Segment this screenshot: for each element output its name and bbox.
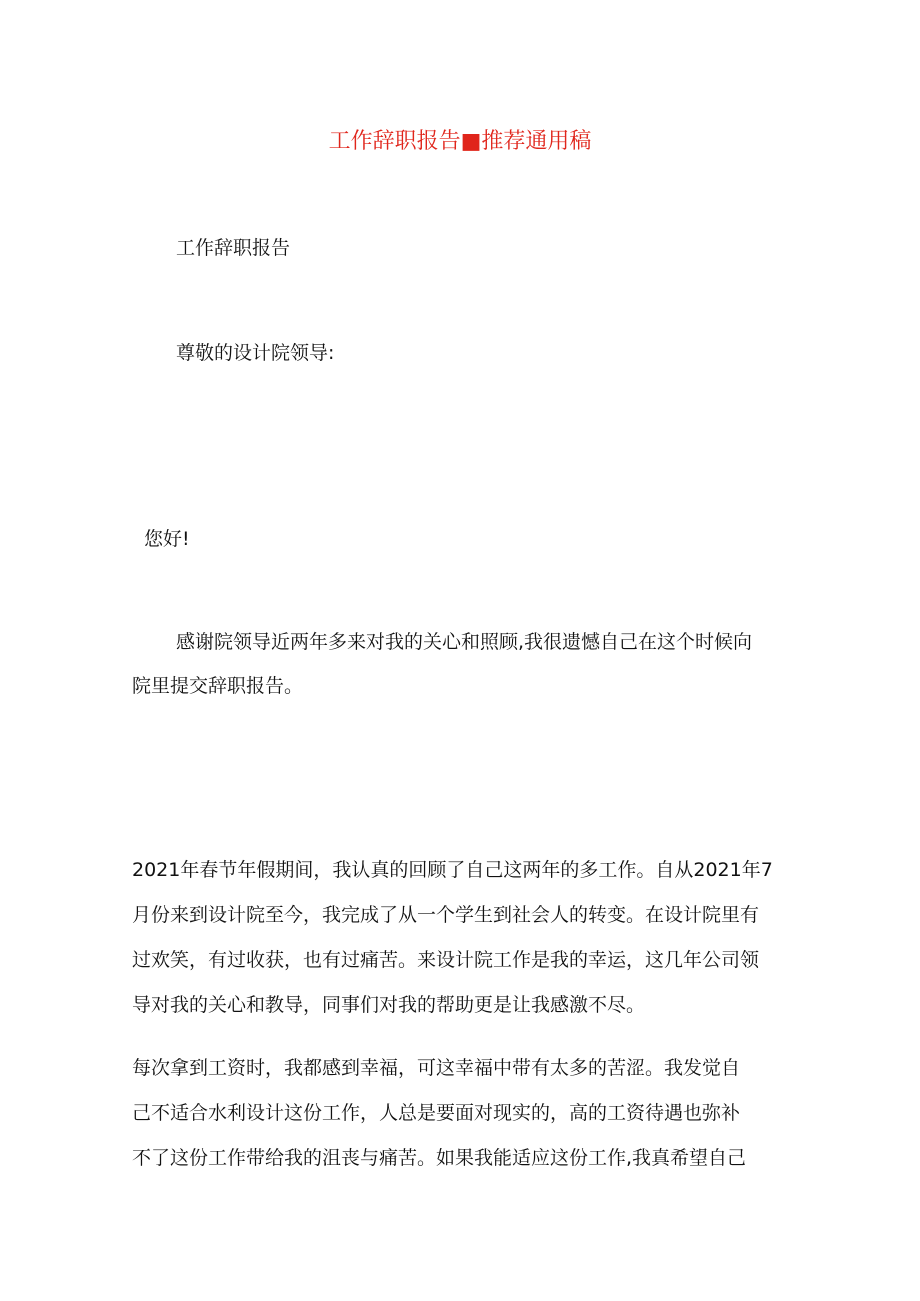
letter-heading: 工作辞职报告: [176, 237, 291, 259]
greeting: 您好!: [144, 528, 190, 550]
paragraph-line: 导对我的关心和教导，同事们对我的帮助更是让我感激不尽。: [132, 994, 646, 1016]
paragraph-line: 不了这份工作带给我的沮丧与痛苦。如果我能适应这份工作,我真希望自己: [132, 1147, 747, 1169]
paragraph-line: 己不适合水利设计这份工作，人总是要面对现实的，高的工资待遇也弥补: [132, 1102, 741, 1124]
paragraph-line: 每次拿到工资时，我都感到幸福，可这幸福中带有太多的苦涩。我发觉自: [132, 1057, 741, 1079]
paragraph-line: 2021年春节年假期间，我认真的回顾了自己这两年的多工作。自从2021年7: [132, 859, 773, 881]
paragraph-line: 院里提交辞职报告。: [132, 675, 304, 697]
paragraph-thanks: [132, 620, 800, 708]
paragraph-review: [132, 848, 800, 1028]
salutation: 尊敬的设计院领导:: [176, 342, 335, 364]
paragraph-line: 过欢笑，有过收获，也有过痛苦。来设计院工作是我的幸运，这几年公司领: [132, 949, 760, 971]
paragraph-line: 月份来到设计院至今，我完成了从一个学生到社会人的转变。在设计院里有: [132, 904, 760, 926]
paragraph-line: 感谢院领导近两年多来对我的关心和照顾,我很遗憾自己在这个时候向: [176, 631, 753, 653]
paragraph-reason: [132, 1046, 800, 1181]
document-title: 工作辞职报告■推荐通用稿: [328, 129, 592, 154]
